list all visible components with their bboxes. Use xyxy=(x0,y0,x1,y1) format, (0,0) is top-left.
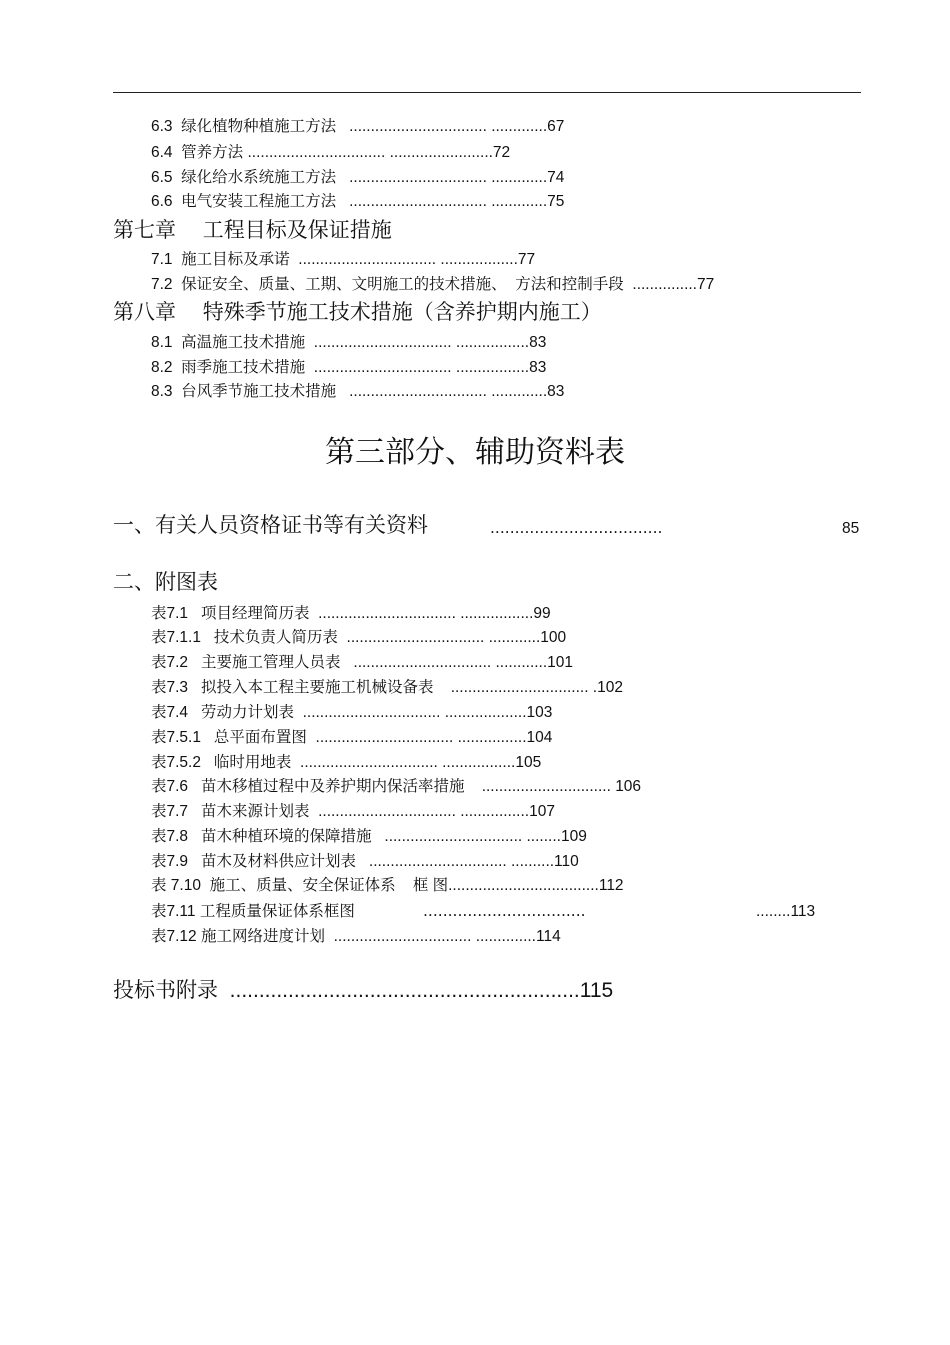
toc-entry-6-3: 6.3 绿化植物种植施工方法 ................................ .............67 xyxy=(151,118,565,135)
part-3-item-1-leader: ................................... xyxy=(490,519,663,537)
toc-entry-table-7-5-1: 表7.5.1 总平面布置图 ................................ ................104 xyxy=(151,729,553,746)
toc-entry-table-7-11-page: ........113 xyxy=(756,903,816,920)
toc-entry-6-5: 6.5 绿化给水系统施工方法 ................................ .............74 xyxy=(151,169,565,186)
toc-entry-table-7-1: 表7.1 项目经理简历表 ................................ .................99 xyxy=(151,605,551,622)
toc-entry-table-7-9: 表7.9 苗木及材料供应计划表 ................................ ..........110 xyxy=(151,853,579,870)
toc-entry-8-2: 8.2 雨季施工技术措施 ................................ .................83 xyxy=(151,359,547,376)
toc-entry-table-7-12: 表7.12 施工网络进度计划 ................................ ..............114 xyxy=(151,928,561,945)
part-3-item-2-label: 二、附图表 xyxy=(113,570,218,594)
toc-entry-8-1: 8.1 高温施工技术措施 ................................ .................83 xyxy=(151,334,547,351)
toc-entry-table-7-1-1: 表7.1.1 技术负责人简历表 ................................ ............100 xyxy=(151,629,567,646)
toc-entry-table-7-8: 表7.8 苗木种植环境的保障措施 ................................ ........109 xyxy=(151,828,587,845)
chapter-7-heading: 第七章 工程目标及保证措施 xyxy=(113,218,392,242)
toc-entry-table-7-2: 表7.2 主要施工管理人员表 ................................ ............101 xyxy=(151,654,574,671)
toc-entry-table-7-7: 表7.7 苗木来源计划表 ................................ ................107 xyxy=(151,803,555,820)
toc-entry-table-7-10: 表 7.10 施工、质量、安全保证体系 框 图...................................112 xyxy=(151,877,624,894)
toc-entry-table-7-5-2: 表7.5.2 临时用地表 ................................ .................105 xyxy=(151,754,542,771)
toc-entry-table-7-6: 表7.6 苗木移植过程中及养护期内保活率措施 .............................. 106 xyxy=(151,778,642,795)
chapter-8-heading: 第八章 特殊季节施工技术措施（含养护期内施工） xyxy=(113,300,602,324)
part-3-title: 第三部分、辅助资料表 xyxy=(325,435,625,470)
header-rule xyxy=(113,92,861,93)
appendix-entry: 投标书附录 ............................................................115 xyxy=(113,979,614,1002)
part-3-item-1-label: 一、有关人员资格证书等有关资料 xyxy=(113,513,428,537)
toc-entry-7-2: 7.2 保证安全、质量、工期、文明施工的技术措施、 方法和控制手段 ...............77 xyxy=(151,276,715,293)
toc-entry-table-7-4: 表7.4 劳动力计划表 ................................ ...................103 xyxy=(151,704,553,721)
toc-entry-7-1: 7.1 施工目标及承诺 ................................ ..................77 xyxy=(151,251,536,268)
toc-entry-table-7-11-leader: ................................. xyxy=(423,902,586,920)
toc-entry-table-7-11-label: 表7.11 工程质量保证体系框图 xyxy=(151,903,355,920)
toc-entry-table-7-3: 表7.3 拟投入本工程主要施工机械设备表 ................................ .102 xyxy=(151,679,623,696)
toc-entry-6-4: 6.4 管养方法 ................................ ........................72 xyxy=(151,144,511,161)
toc-entry-6-6: 6.6 电气安装工程施工方法 ................................ .............75 xyxy=(151,193,565,210)
toc-entry-8-3: 8.3 台风季节施工技术措施 ................................ .............83 xyxy=(151,383,565,400)
part-3-item-1-page: 85 xyxy=(842,520,860,537)
